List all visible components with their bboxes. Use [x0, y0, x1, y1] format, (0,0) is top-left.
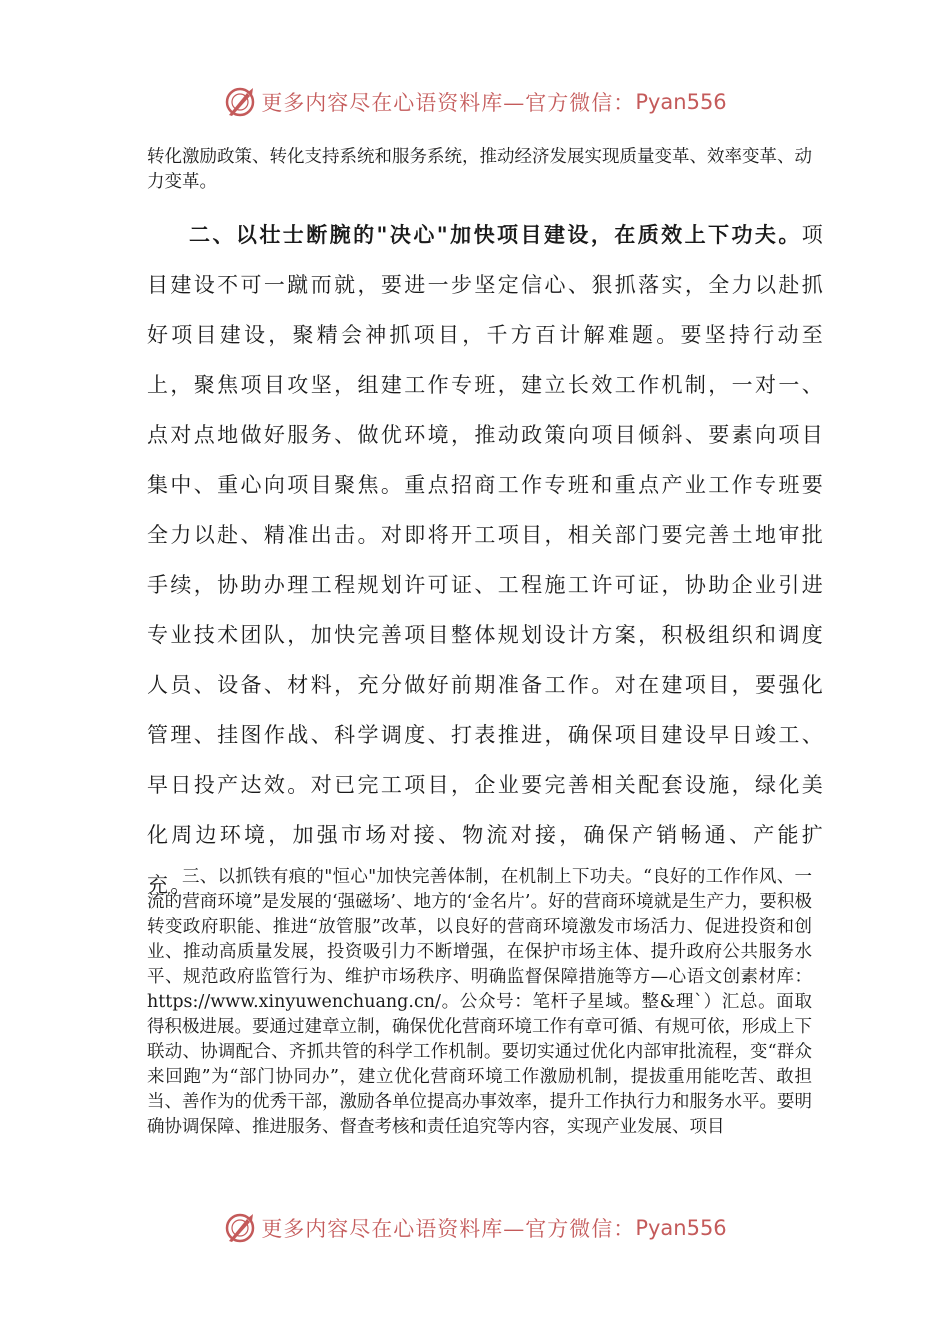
quill-logo-icon	[223, 1211, 257, 1245]
paragraph-continuation: 转化激励政策、转化支持系统和服务系统，推动经济发展实现质量变革、效率变革、动力变革。	[147, 147, 812, 192]
banner-wechat-id: Pyan556	[635, 1216, 727, 1240]
section-two-body: 项目建设不可一蹴而就，要进一步坚定信心、狠抓落实，全力以赴抓好项目建设，聚精会神抓项目，千方百计解难题。要坚持行动至上，聚焦项目攻坚，组建工作专班，建立长效工作机制，一对一、点对点地做好服务、做优环境，推动政策向项目倾斜、要素向项目集中、重心向项目聚焦。重点招商工作专班和重点产业工作专班要全力以赴、精准出击。对即将开工项目，相关部门要完善土地审批手续，协助办理工程规划许可证、工程施工许可证，协助企业引进专业技术团队，加快完善项目整体规划设计方案，积极组织和调度人员、设备、材料，充分做好前期准备工作。对在建项目，要强化管理、挂图作战、科学调度、打表推进，确保项目建设早日竣工、早日投产达效。对已完工项目，企业要完善相关配套设施，绿化美化周边环境，加强市场对接、物流对接，确保产销畅通、产能扩充。	[147, 223, 825, 897]
paragraph-section-two	[147, 210, 825, 910]
quill-logo-icon	[223, 85, 257, 119]
section-two-heading: 二、以壮士断腕的"决心"加快项目建设，在质效上下功夫。	[189, 222, 802, 247]
paragraph-section-three: 三、以抓铁有痕的"恒心"加快完善体制，在机制上下功夫。“良好的工作作风、一流的营商环境”是发展的‘强磁场’、地方的‘金名片’。好的营商环境就是生产力，要积极转变政府职能、推进“放管服”改革，以良好的营商环境激发市场活力、促进投资和创业、推动高质量发展，投资吸引力不断增强，在保护市场主体、提升政府公共服务水平、规范政府监管行为、维护市场秩序、明确监督保障措施等方—心语文创素材库：https://www.xinyuwenchuang.cn/。公众号：笔杆子星域。整&理`）汇总。面取得积极进展。要通过建章立制，确保优化营商环境工作有章可循、有规可依，形成上下联动、协调配合、齐抓共管的科学工作机制。要切实通过优化内部审批流程，变“群众来回跑”为“部门协同办”，建立优化营商环境工作激励机制，提拔重用能吃苦、敢担当、善作为的优秀干部，激励各单位提高办事效率，提升工作执行力和服务水平。要明确协调保障、推进服务、督查考核和责任追究等内容，实现产业发展、项目	[147, 867, 812, 1137]
banner-text: 更多内容尽在心语资料库—官方微信：	[261, 91, 636, 115]
banner-wechat-id: Pyan556	[635, 90, 727, 114]
banner-text: 更多内容尽在心语资料库—官方微信：	[261, 1217, 636, 1241]
footer-watermark-banner	[0, 1208, 950, 1248]
header-watermark-banner	[0, 82, 950, 122]
